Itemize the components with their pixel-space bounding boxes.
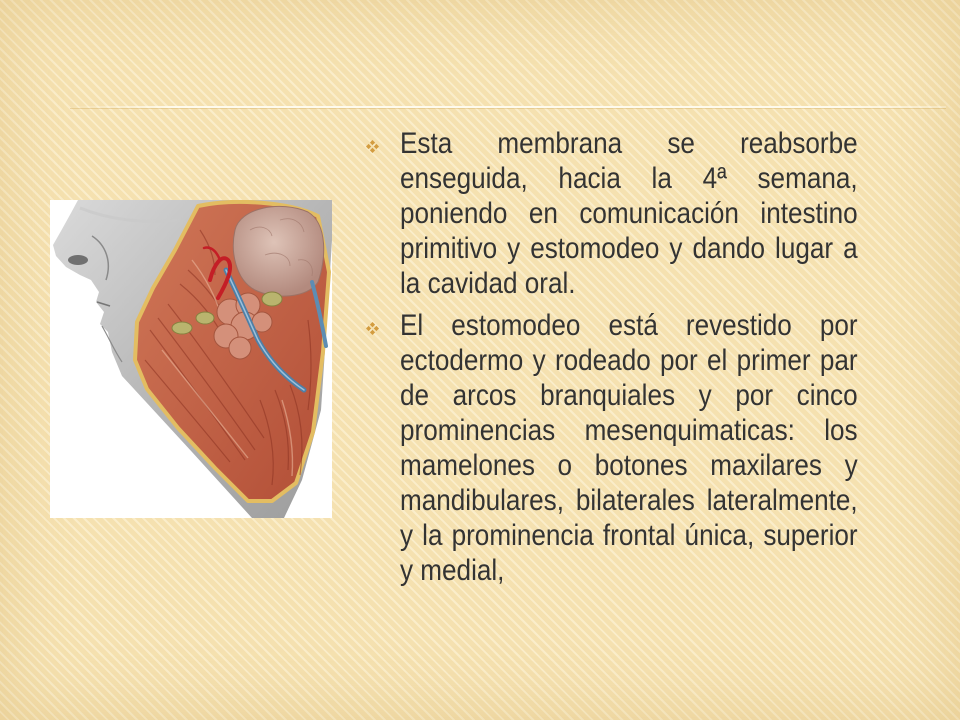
bullet-text: Esta membrana se reabsorbe enseguida, hacia la 4ª semana, poniendo en comunicación intestino primitivo y estomodeo y dando lugar a la cavidad oral. [400,127,858,300]
bullet-text: El estomodeo está revestido por ectodermo y rodeado por el primer par de arcos branquiales y por cinco prominencias mesenquimaticas: los mamelones o botones maxilares y mandibulares, bilaterales lateralmente, y la prominencia frontal única, superior y medial, [400,309,858,587]
bullet-item [366,308,926,588]
header-divider-line [70,106,946,108]
diamond-bullet-icon [366,140,379,153]
diamond-bullet-icon [366,322,379,335]
anatomy-illustration [50,200,332,518]
bullet-list [366,126,926,595]
bullet-item [366,126,926,301]
anatomy-illustration-drawing [50,200,332,518]
